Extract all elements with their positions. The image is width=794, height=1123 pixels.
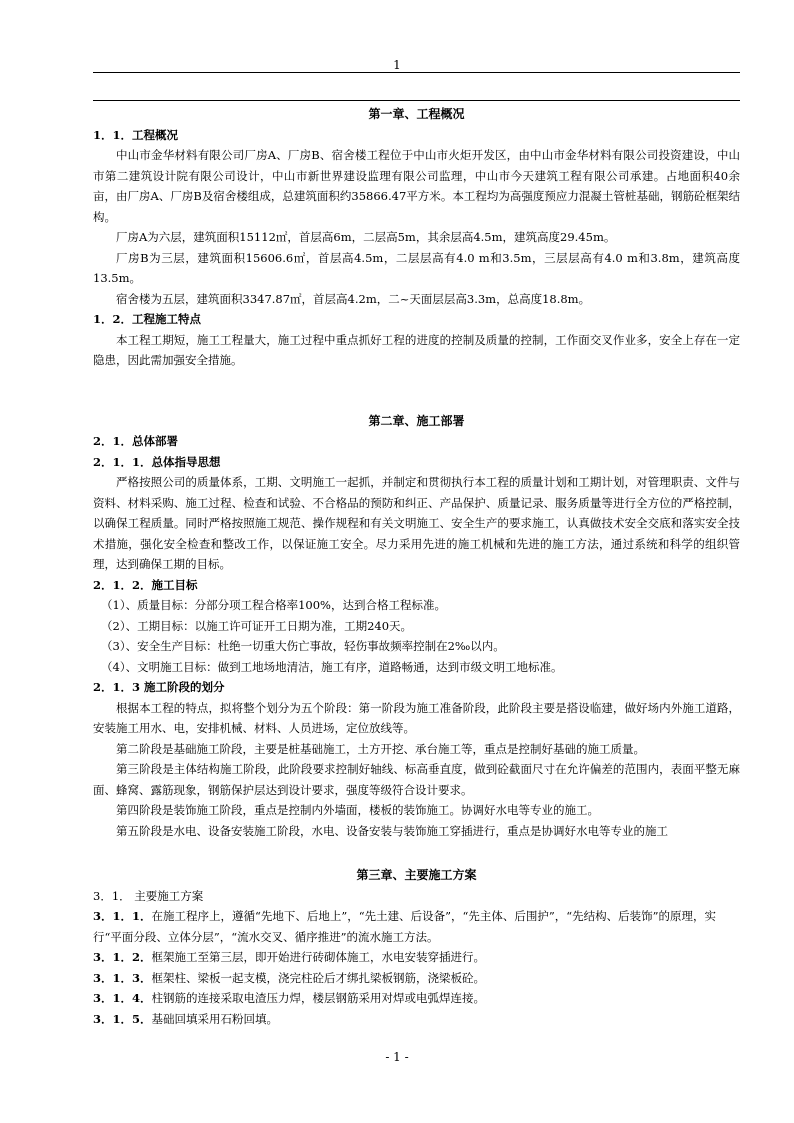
section-3-1-heading: 3．1． 主要施工方案 <box>93 888 204 903</box>
section-1-2-heading: 1．2．工程施工特点 <box>93 312 202 326</box>
goal-item: （1）、质量目标：分部分项工程合格率100%，达到合格工程标准。 <box>101 598 446 612</box>
goal-item: （4）、文明施工目标：做到工地场地清洁，施工有序，道路畅通，达到市级文明工地标准。 <box>101 659 563 674</box>
section-3-1-3 <box>93 968 740 989</box>
section-2-1-1-heading: 2．1．1．总体指导思想 <box>93 454 221 469</box>
section-text: 在施工程序上，遵循“先地下、后地上”，“先土建、后设备”，“先主体、后围护”，“先结构、后装饰”的原理，实行“平面分段、立体分层”，“流水交叉、循序推进”的流水施工方法。 <box>93 909 717 944</box>
header-page-number: 1 <box>393 58 401 72</box>
section-number: 3．1．1． <box>93 909 152 923</box>
section-2-1-heading: 2．1．总体部署 <box>93 434 179 448</box>
section-2-1-3-paragraph: 第三阶段是主体结构施工阶段，此阶段要求控制好轴线、标高垂直度，做到砼截面尺寸在允许偏差的范围内，表面平整无麻面、蜂窝、露筋现象，钢筋保护层达到设计要求，强度等级符合设计要求。 <box>93 762 740 797</box>
section-1-1-paragraph: 厂房A为六层，建筑面积15112㎡，首层高6m，二层高5m，其余层高4.5m，建筑高度29.45m。 <box>116 230 616 244</box>
section-number: 3．1．4． <box>93 991 152 1005</box>
goal-item: （2）、工期目标：以施工许可证开工日期为准，工期240天。 <box>101 618 413 633</box>
section-1-1-paragraph: 厂房B为三层，建筑面积15606.6㎡，首层高4.5m，二层层高有4.0 m和3.5m，三层层高有4.0 m和3.8m，建筑高度13.5m。 <box>93 250 740 285</box>
section-number: 3．1．3． <box>93 970 152 985</box>
spacer <box>93 371 740 411</box>
section-3-1-4 <box>93 988 740 1009</box>
section-3-1-5 <box>93 1009 740 1030</box>
footer-page-number: - 1 - <box>385 1050 409 1064</box>
header-rule-lower <box>93 100 740 101</box>
section-text: 框架柱、梁板一起支模，浇完柱砼后才绑扎梁板钢筋，浇梁板砼。 <box>151 970 486 985</box>
section-number: 3．1．2． <box>93 950 152 964</box>
section-2-1-3-paragraph: 第二阶段是基础施工阶段，主要是桩基础施工，土方开挖、承台施工等，重点是控制好基础的施工质量。 <box>116 741 645 756</box>
section-1-2-paragraph: 本工程工期短，施工工程量大，施工过程中重点抓好工程的进度的控制及质量的控制，工作面交叉作业多，安全上存在一定隐患，因此需加强安全措施。 <box>93 332 740 367</box>
section-text: 基础回填采用石粉回填。 <box>151 1011 279 1026</box>
section-2-1-2-heading: 2．1．2．施工目标 <box>93 577 198 592</box>
section-2-1-3-paragraph: 第五阶段是水电、设备安装施工阶段，水电、设备安装与装饰施工穿插进行，重点是协调好水电等专业的施工 <box>116 823 668 838</box>
chapter-1-title: 第一章、工程概况 <box>368 107 465 121</box>
section-text: 柱钢筋的连接采取电渣压力焊，楼层钢筋采用对焊或电弧焊连接。 <box>151 991 486 1005</box>
section-2-1-3-heading: 2．1．3 施工阶段的划分 <box>93 680 225 694</box>
section-2-1-3-paragraph: 第四阶段是装饰施工阶段，重点是控制内外墙面，楼板的装饰施工。协调好水电等专业的施工。 <box>116 803 599 817</box>
section-3-1-2 <box>93 947 740 968</box>
section-2-1-3-paragraph: 根据本工程的特点，拟将整个划分为五个阶段：第一阶段为施工准备阶段，此阶段主要是搭设临建，做好场内外施工道路，安装施工用水、电，安排机械、材料、人员进场，定位放线等。 <box>93 700 740 735</box>
chapter-2-title: 第二章、施工部署 <box>368 413 465 428</box>
section-1-1-paragraph: 中山市金华材料有限公司厂房A、厂房B、宿舍楼工程位于中山市火炬开发区，由中山市金华材料有限公司投资建设，中山市第二建筑设计院有限公司设计，中山市新世界建设监理有限公司监理，中山市今天建筑工程有限公司承建。占地面积40余亩，由厂房A、厂房B及宿舍楼组成，总建筑面积约35866.47平方米。本工程均为高强度预应力混凝土管桩基础，钢筋砼框架结构。 <box>93 148 740 224</box>
header-rule <box>93 72 740 73</box>
chapter-3-title: 第三章、主要施工方案 <box>356 868 477 882</box>
section-number: 3．1．5． <box>93 1011 152 1026</box>
spacer <box>93 841 740 865</box>
section-1-1-paragraph: 宿舍楼为五层，建筑面积3347.87㎡，首层高4.2m，二~天面层层高3.3m，总高度18.8m。 <box>116 291 591 306</box>
document-body <box>93 104 740 1029</box>
section-2-1-1-paragraph: 严格按照公司的质量体系，工期、文明施工一起抓，并制定和贯彻执行本工程的质量计划和工期计划，对管理职责、文件与资料、材料采购、施工过程、检查和试验、不合格品的预防和纠正、产品保护、质量记录、服务质量等进行全方位的严格控制，以确保工程质量。同时严格按照施工规范、操作规程和有关文明施工、安全生产的要求施工，认真做技术安全交底和落实安全技术措施，强化安全检查和整改工作，以保证施工安全。尽力采用先进的施工机械和先进的施工方法，通过系统和科学的组织管理，达到确保工期的目标。 <box>93 475 740 571</box>
section-3-1-1 <box>93 906 740 947</box>
section-text: 框架施工至第三层，即开始进行砖砌体施工，水电安装穿插进行。 <box>151 950 486 964</box>
section-1-1-heading: 1．1．工程概况 <box>93 127 179 142</box>
goal-item: （3）、安全生产目标：杜绝一切重大伤亡事故，轻伤事故频率控制在2‰以内。 <box>101 639 505 653</box>
